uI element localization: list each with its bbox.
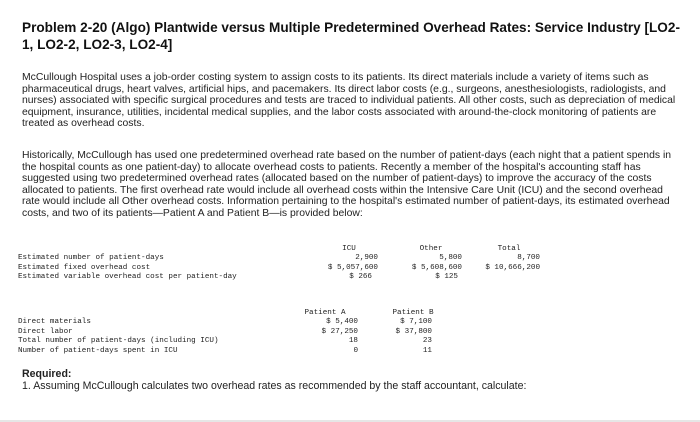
- intro-paragraph: McCullough Hospital uses a job-order costing system to assign costs to its patients. Its direct materials include a variety of items such as pharmaceutical drugs, heart valves, artificial hips, and pacemakers. Its direct labor costs (e.g., surgeons, anesthesiologists, radiologists, and nurses) associated with specific surgical procedures and tests are traced to individual patients. All other costs, such as depreciation of medical equipment, insurance, utilities, incidental medical supplies, and the labor costs associated with around-the-clock monitoring of patients are treated as overhead costs.: [22, 72, 676, 130]
- cell-patient-b: $ 7,100: [400, 318, 432, 326]
- cell-patient-b: 23: [422, 337, 432, 345]
- cell-other: $ 5,608,600: [411, 263, 462, 272]
- required-item-1: 1. Assuming McCullough calculates two overhead rates as recommended by the staff accountant, calculate:: [22, 380, 527, 392]
- cell-patient-a: 18: [348, 337, 358, 345]
- cell-icu: 2,900: [355, 254, 378, 262]
- cell-other: $ 125: [435, 273, 458, 281]
- cell-patient-b: 11: [422, 346, 432, 355]
- column-header-patient-a: Patient A: [304, 309, 346, 317]
- history-paragraph: Historically, McCullough has used one predetermined overhead rate based on the number of patient-days (each night that a patient spends in the hospital counts as one patient-day) to allocate overhead costs to patients. Recently a member of the hospital's accounting staff has suggested using two predetermined overhead rates (allocated based on the number of patient-days) to improve the accuracy of the costs allocated to patients. The first overhead rate would include all overhead costs within the Intensive Care Unit (ICU) and the second overhead rate would include all Other overhead costs. Information pertaining to the hospital's estimated number of patient-days, its estimated overhead costs, and two of its patients—Patient A and Patient B—is provided below:: [22, 150, 672, 219]
- row-label: Direct labor: [18, 327, 73, 336]
- cell-total: 8,700: [517, 254, 540, 262]
- cell-patient-a: $ 27,250: [321, 327, 358, 336]
- row-label: Direct materials: [18, 318, 91, 326]
- row-label: Total number of patient-days (including ICU): [18, 337, 219, 345]
- problem-title: Problem 2-20 (Algo) Plantwide versus Multiple Predetermined Overhead Rates: Service Industry [LO2-1, LO2-2, LO2-3, LO2-4]: [22, 20, 680, 52]
- cell-patient-a: 0: [353, 346, 358, 355]
- cell-patient-a: $ 5,400: [326, 318, 358, 326]
- column-header-other: Other: [419, 245, 443, 253]
- row-label: Estimated fixed overhead cost: [18, 263, 151, 272]
- cell-other: 5,800: [439, 254, 462, 262]
- row-label: Estimated variable overhead cost per patient-day: [18, 273, 237, 281]
- column-header-icu: ICU: [342, 245, 356, 253]
- row-label: Estimated number of patient-days: [18, 254, 164, 262]
- row-label: Number of patient-days spent in ICU: [18, 346, 178, 355]
- required-section: [22, 368, 682, 392]
- column-header-total: Total: [497, 245, 521, 253]
- cell-icu: $ 266: [349, 273, 372, 281]
- required-heading: Required:: [22, 368, 72, 380]
- cell-icu: $ 5,057,600: [327, 263, 378, 272]
- cell-total: $ 10,666,200: [485, 263, 540, 272]
- column-header-patient-b: Patient B: [392, 309, 434, 317]
- cell-patient-b: $ 37,800: [395, 327, 432, 336]
